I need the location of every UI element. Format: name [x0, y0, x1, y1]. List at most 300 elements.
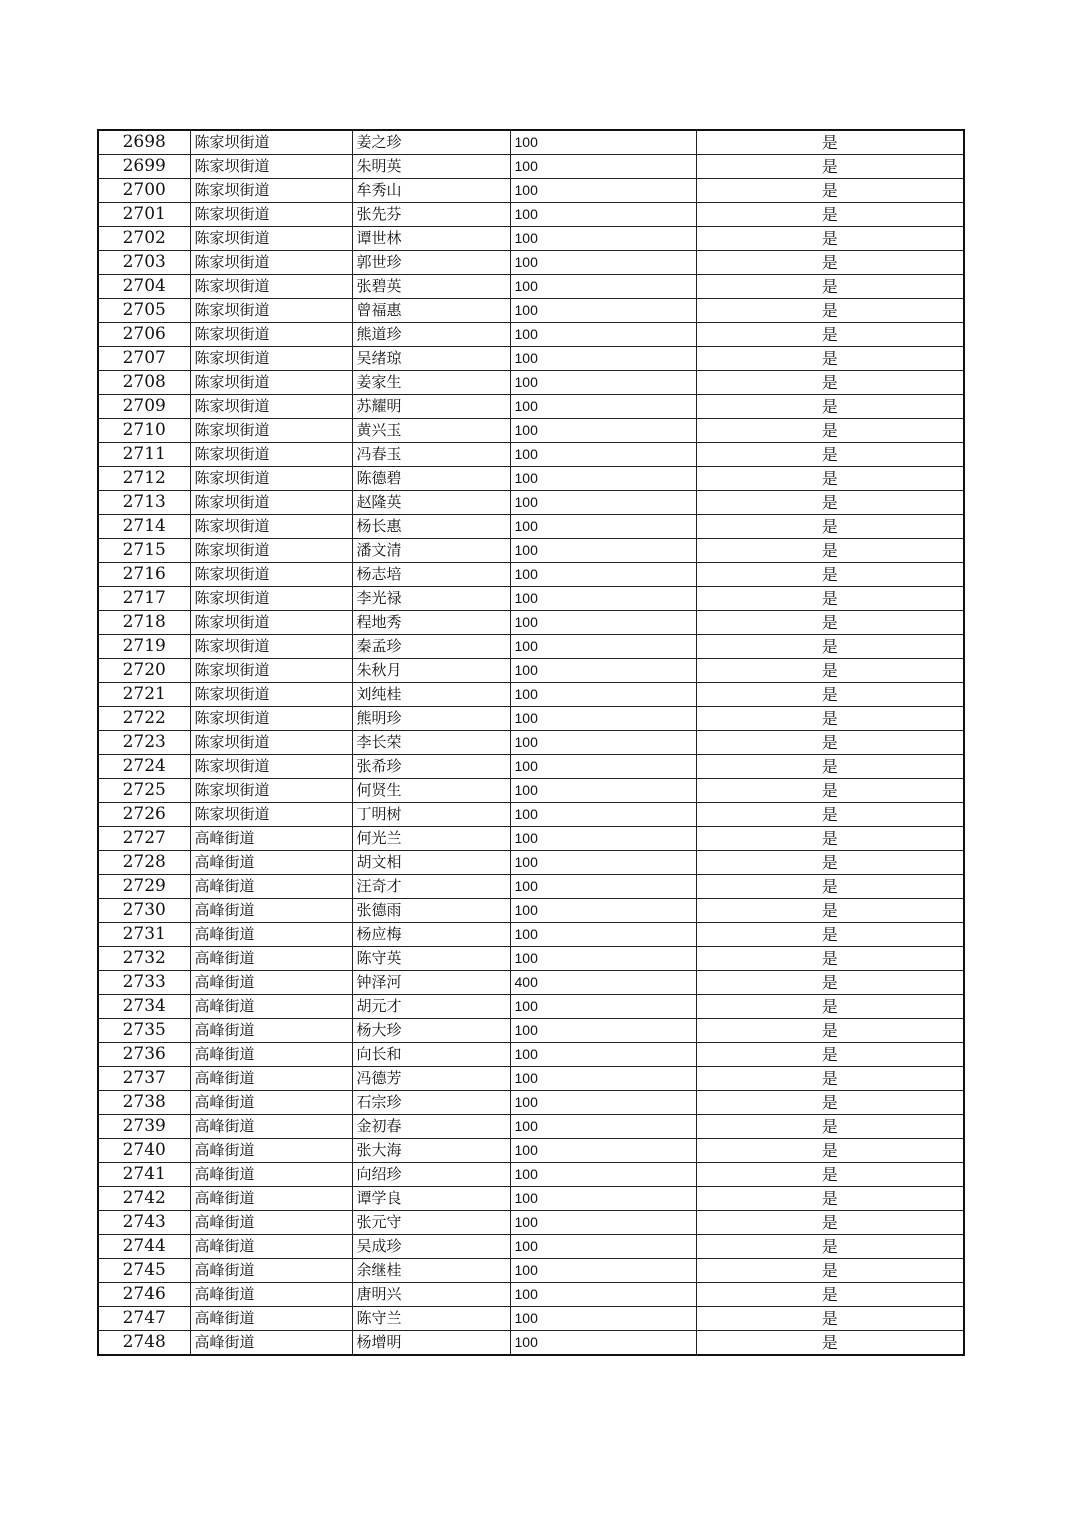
table-row — [98, 395, 964, 419]
area-cell: 陈家坝街道 — [190, 491, 352, 515]
amount-cell: 100 — [510, 1163, 696, 1187]
table-row — [98, 130, 964, 155]
flag-cell: 是 — [696, 419, 964, 443]
table-row — [98, 611, 964, 635]
flag-cell: 是 — [696, 1235, 964, 1259]
row-index-cell: 2736 — [98, 1043, 190, 1067]
flag-cell: 是 — [696, 1211, 964, 1235]
amount-cell: 100 — [510, 467, 696, 491]
flag-cell: 是 — [696, 899, 964, 923]
flag-cell: 是 — [696, 947, 964, 971]
flag-cell: 是 — [696, 803, 964, 827]
flag-cell: 是 — [696, 659, 964, 683]
amount-cell: 100 — [510, 130, 696, 155]
amount-cell: 100 — [510, 1043, 696, 1067]
name-cell: 朱秋月 — [352, 659, 510, 683]
area-cell: 陈家坝街道 — [190, 683, 352, 707]
flag-cell: 是 — [696, 1331, 964, 1356]
row-index-cell: 2724 — [98, 755, 190, 779]
area-cell: 高峰街道 — [190, 899, 352, 923]
name-cell: 谭学良 — [352, 1187, 510, 1211]
name-cell: 余继桂 — [352, 1259, 510, 1283]
name-cell: 姜家生 — [352, 371, 510, 395]
table-row — [98, 851, 964, 875]
name-cell: 李光禄 — [352, 587, 510, 611]
name-cell: 冯春玉 — [352, 443, 510, 467]
row-index-cell: 2739 — [98, 1115, 190, 1139]
amount-cell: 100 — [510, 1139, 696, 1163]
area-cell: 高峰街道 — [190, 947, 352, 971]
table-row — [98, 467, 964, 491]
flag-cell: 是 — [696, 995, 964, 1019]
table-row — [98, 491, 964, 515]
name-cell: 陈守英 — [352, 947, 510, 971]
flag-cell: 是 — [696, 251, 964, 275]
table-row — [98, 323, 964, 347]
row-index-cell: 2721 — [98, 683, 190, 707]
name-cell: 陈守兰 — [352, 1307, 510, 1331]
flag-cell: 是 — [696, 1139, 964, 1163]
table-row — [98, 683, 964, 707]
amount-cell: 100 — [510, 947, 696, 971]
area-cell: 高峰街道 — [190, 875, 352, 899]
row-index-cell: 2743 — [98, 1211, 190, 1235]
flag-cell: 是 — [696, 587, 964, 611]
table-row — [98, 227, 964, 251]
flag-cell: 是 — [696, 707, 964, 731]
flag-cell: 是 — [696, 179, 964, 203]
row-index-cell: 2744 — [98, 1235, 190, 1259]
row-index-cell: 2716 — [98, 563, 190, 587]
name-cell: 何光兰 — [352, 827, 510, 851]
flag-cell: 是 — [696, 851, 964, 875]
table-row — [98, 1331, 964, 1356]
amount-cell: 100 — [510, 275, 696, 299]
area-cell: 高峰街道 — [190, 851, 352, 875]
row-index-cell: 2733 — [98, 971, 190, 995]
table-row — [98, 1091, 964, 1115]
flag-cell: 是 — [696, 611, 964, 635]
name-cell: 汪奇才 — [352, 875, 510, 899]
area-cell: 陈家坝街道 — [190, 659, 352, 683]
row-index-cell: 2711 — [98, 443, 190, 467]
row-index-cell: 2717 — [98, 587, 190, 611]
amount-cell: 100 — [510, 827, 696, 851]
amount-cell: 100 — [510, 731, 696, 755]
row-index-cell: 2718 — [98, 611, 190, 635]
flag-cell: 是 — [696, 203, 964, 227]
flag-cell: 是 — [696, 779, 964, 803]
row-index-cell: 2699 — [98, 155, 190, 179]
table-row — [98, 755, 964, 779]
table-row — [98, 299, 964, 323]
name-cell: 熊道珍 — [352, 323, 510, 347]
flag-cell: 是 — [696, 1115, 964, 1139]
name-cell: 郭世珍 — [352, 251, 510, 275]
flag-cell: 是 — [696, 923, 964, 947]
table-row — [98, 1211, 964, 1235]
area-cell: 陈家坝街道 — [190, 323, 352, 347]
area-cell: 陈家坝街道 — [190, 731, 352, 755]
name-cell: 曾福惠 — [352, 299, 510, 323]
table-row — [98, 731, 964, 755]
name-cell: 张希珍 — [352, 755, 510, 779]
area-cell: 高峰街道 — [190, 1019, 352, 1043]
amount-cell: 100 — [510, 251, 696, 275]
amount-cell: 100 — [510, 1211, 696, 1235]
area-cell: 陈家坝街道 — [190, 179, 352, 203]
row-index-cell: 2706 — [98, 323, 190, 347]
area-cell: 陈家坝街道 — [190, 395, 352, 419]
amount-cell: 100 — [510, 1259, 696, 1283]
area-cell: 陈家坝街道 — [190, 707, 352, 731]
area-cell: 陈家坝街道 — [190, 515, 352, 539]
amount-cell: 100 — [510, 1331, 696, 1356]
name-cell: 杨志培 — [352, 563, 510, 587]
table-row — [98, 515, 964, 539]
row-index-cell: 2738 — [98, 1091, 190, 1115]
table-row — [98, 347, 964, 371]
row-index-cell: 2746 — [98, 1283, 190, 1307]
flag-cell: 是 — [696, 323, 964, 347]
row-index-cell: 2709 — [98, 395, 190, 419]
table-row — [98, 1067, 964, 1091]
table-row — [98, 1139, 964, 1163]
name-cell: 吴成珍 — [352, 1235, 510, 1259]
flag-cell: 是 — [696, 1067, 964, 1091]
name-cell: 苏耀明 — [352, 395, 510, 419]
amount-cell: 100 — [510, 491, 696, 515]
amount-cell: 100 — [510, 707, 696, 731]
area-cell: 高峰街道 — [190, 1115, 352, 1139]
name-cell: 熊明珍 — [352, 707, 510, 731]
amount-cell: 100 — [510, 875, 696, 899]
name-cell: 石宗珍 — [352, 1091, 510, 1115]
amount-cell: 100 — [510, 683, 696, 707]
row-index-cell: 2714 — [98, 515, 190, 539]
table-row — [98, 1043, 964, 1067]
row-index-cell: 2700 — [98, 179, 190, 203]
row-index-cell: 2698 — [98, 130, 190, 155]
amount-cell: 100 — [510, 803, 696, 827]
row-index-cell: 2728 — [98, 851, 190, 875]
row-index-cell: 2701 — [98, 203, 190, 227]
row-index-cell: 2740 — [98, 1139, 190, 1163]
row-index-cell: 2726 — [98, 803, 190, 827]
table-row — [98, 971, 964, 995]
amount-cell: 100 — [510, 395, 696, 419]
area-cell: 陈家坝街道 — [190, 755, 352, 779]
flag-cell: 是 — [696, 347, 964, 371]
name-cell: 张碧英 — [352, 275, 510, 299]
name-cell: 朱明英 — [352, 155, 510, 179]
area-cell: 高峰街道 — [190, 1091, 352, 1115]
name-cell: 张元守 — [352, 1211, 510, 1235]
area-cell: 高峰街道 — [190, 1211, 352, 1235]
table-row — [98, 371, 964, 395]
row-index-cell: 2730 — [98, 899, 190, 923]
area-cell: 陈家坝街道 — [190, 347, 352, 371]
amount-cell: 100 — [510, 1115, 696, 1139]
amount-cell: 100 — [510, 1091, 696, 1115]
row-index-cell: 2710 — [98, 419, 190, 443]
flag-cell: 是 — [696, 875, 964, 899]
name-cell: 黄兴玉 — [352, 419, 510, 443]
flag-cell: 是 — [696, 491, 964, 515]
row-index-cell: 2705 — [98, 299, 190, 323]
row-index-cell: 2713 — [98, 491, 190, 515]
amount-cell: 100 — [510, 923, 696, 947]
flag-cell: 是 — [696, 1019, 964, 1043]
name-cell: 杨增明 — [352, 1331, 510, 1356]
amount-cell: 100 — [510, 323, 696, 347]
flag-cell: 是 — [696, 155, 964, 179]
table-row — [98, 899, 964, 923]
area-cell: 陈家坝街道 — [190, 467, 352, 491]
table-row — [98, 1235, 964, 1259]
row-index-cell: 2712 — [98, 467, 190, 491]
area-cell: 高峰街道 — [190, 971, 352, 995]
area-cell: 陈家坝街道 — [190, 443, 352, 467]
name-cell: 姜之珍 — [352, 130, 510, 155]
amount-cell: 100 — [510, 851, 696, 875]
table-row — [98, 563, 964, 587]
amount-cell: 100 — [510, 635, 696, 659]
area-cell: 高峰街道 — [190, 1307, 352, 1331]
row-index-cell: 2719 — [98, 635, 190, 659]
table-row — [98, 539, 964, 563]
name-cell: 杨应梅 — [352, 923, 510, 947]
flag-cell: 是 — [696, 1187, 964, 1211]
amount-cell: 100 — [510, 443, 696, 467]
table-row — [98, 251, 964, 275]
row-index-cell: 2732 — [98, 947, 190, 971]
amount-cell: 100 — [510, 611, 696, 635]
amount-cell: 100 — [510, 227, 696, 251]
name-cell: 胡文相 — [352, 851, 510, 875]
row-index-cell: 2703 — [98, 251, 190, 275]
name-cell: 张先芬 — [352, 203, 510, 227]
flag-cell: 是 — [696, 1043, 964, 1067]
amount-cell: 100 — [510, 779, 696, 803]
flag-cell: 是 — [696, 275, 964, 299]
row-index-cell: 2729 — [98, 875, 190, 899]
row-index-cell: 2702 — [98, 227, 190, 251]
row-index-cell: 2723 — [98, 731, 190, 755]
flag-cell: 是 — [696, 371, 964, 395]
area-cell: 高峰街道 — [190, 1067, 352, 1091]
row-index-cell: 2715 — [98, 539, 190, 563]
flag-cell: 是 — [696, 827, 964, 851]
flag-cell: 是 — [696, 299, 964, 323]
area-cell: 高峰街道 — [190, 1139, 352, 1163]
name-cell: 秦孟珍 — [352, 635, 510, 659]
row-index-cell: 2704 — [98, 275, 190, 299]
row-index-cell: 2720 — [98, 659, 190, 683]
area-cell: 高峰街道 — [190, 1187, 352, 1211]
area-cell: 陈家坝街道 — [190, 611, 352, 635]
flag-cell: 是 — [696, 563, 964, 587]
table-row — [98, 419, 964, 443]
table-row — [98, 1019, 964, 1043]
amount-cell: 100 — [510, 899, 696, 923]
table-row — [98, 923, 964, 947]
amount-cell: 100 — [510, 1019, 696, 1043]
table-row — [98, 1163, 964, 1187]
area-cell: 高峰街道 — [190, 1163, 352, 1187]
area-cell: 陈家坝街道 — [190, 203, 352, 227]
name-cell: 向绍珍 — [352, 1163, 510, 1187]
table-row — [98, 995, 964, 1019]
name-cell: 牟秀山 — [352, 179, 510, 203]
table-row — [98, 803, 964, 827]
row-index-cell: 2731 — [98, 923, 190, 947]
row-index-cell: 2725 — [98, 779, 190, 803]
roster-table — [97, 129, 965, 1356]
table-row — [98, 779, 964, 803]
name-cell: 张德雨 — [352, 899, 510, 923]
flag-cell: 是 — [696, 1163, 964, 1187]
flag-cell: 是 — [696, 755, 964, 779]
area-cell: 陈家坝街道 — [190, 779, 352, 803]
table-row — [98, 179, 964, 203]
table-row — [98, 635, 964, 659]
row-index-cell: 2742 — [98, 1187, 190, 1211]
amount-cell: 100 — [510, 371, 696, 395]
row-index-cell: 2707 — [98, 347, 190, 371]
name-cell: 潘文清 — [352, 539, 510, 563]
area-cell: 陈家坝街道 — [190, 275, 352, 299]
table-row — [98, 155, 964, 179]
row-index-cell: 2734 — [98, 995, 190, 1019]
area-cell: 陈家坝街道 — [190, 371, 352, 395]
table-row — [98, 1187, 964, 1211]
name-cell: 陈德碧 — [352, 467, 510, 491]
flag-cell: 是 — [696, 683, 964, 707]
area-cell: 陈家坝街道 — [190, 803, 352, 827]
table-row — [98, 1307, 964, 1331]
amount-cell: 100 — [510, 179, 696, 203]
amount-cell: 100 — [510, 539, 696, 563]
flag-cell: 是 — [696, 635, 964, 659]
table-row — [98, 1259, 964, 1283]
area-cell: 高峰街道 — [190, 1259, 352, 1283]
row-index-cell: 2708 — [98, 371, 190, 395]
amount-cell: 100 — [510, 563, 696, 587]
area-cell: 陈家坝街道 — [190, 587, 352, 611]
area-cell: 高峰街道 — [190, 995, 352, 1019]
area-cell: 陈家坝街道 — [190, 155, 352, 179]
area-cell: 陈家坝街道 — [190, 563, 352, 587]
amount-cell: 100 — [510, 347, 696, 371]
name-cell: 唐明兴 — [352, 1283, 510, 1307]
table-row — [98, 275, 964, 299]
name-cell: 金初春 — [352, 1115, 510, 1139]
name-cell: 钟泽河 — [352, 971, 510, 995]
amount-cell: 100 — [510, 587, 696, 611]
table-row — [98, 587, 964, 611]
flag-cell: 是 — [696, 515, 964, 539]
name-cell: 杨长惠 — [352, 515, 510, 539]
amount-cell: 100 — [510, 995, 696, 1019]
area-cell: 高峰街道 — [190, 1235, 352, 1259]
table-row — [98, 947, 964, 971]
table-row — [98, 707, 964, 731]
flag-cell: 是 — [696, 731, 964, 755]
table-row — [98, 827, 964, 851]
area-cell: 陈家坝街道 — [190, 251, 352, 275]
area-cell: 高峰街道 — [190, 1331, 352, 1356]
table-row — [98, 875, 964, 899]
name-cell: 向长和 — [352, 1043, 510, 1067]
name-cell: 谭世林 — [352, 227, 510, 251]
area-cell: 陈家坝街道 — [190, 130, 352, 155]
amount-cell: 100 — [510, 1187, 696, 1211]
name-cell: 程地秀 — [352, 611, 510, 635]
name-cell: 何贤生 — [352, 779, 510, 803]
name-cell: 冯德芳 — [352, 1067, 510, 1091]
flag-cell: 是 — [696, 395, 964, 419]
table-row — [98, 203, 964, 227]
flag-cell: 是 — [696, 1091, 964, 1115]
table-row — [98, 443, 964, 467]
row-index-cell: 2748 — [98, 1331, 190, 1356]
area-cell: 高峰街道 — [190, 1043, 352, 1067]
table-row — [98, 1283, 964, 1307]
amount-cell: 100 — [510, 755, 696, 779]
flag-cell: 是 — [696, 539, 964, 563]
row-index-cell: 2722 — [98, 707, 190, 731]
amount-cell: 400 — [510, 971, 696, 995]
name-cell: 吴绪琼 — [352, 347, 510, 371]
amount-cell: 100 — [510, 1067, 696, 1091]
amount-cell: 100 — [510, 1307, 696, 1331]
amount-cell: 100 — [510, 203, 696, 227]
row-index-cell: 2737 — [98, 1067, 190, 1091]
flag-cell: 是 — [696, 227, 964, 251]
area-cell: 陈家坝街道 — [190, 419, 352, 443]
area-cell: 陈家坝街道 — [190, 635, 352, 659]
row-index-cell: 2747 — [98, 1307, 190, 1331]
amount-cell: 100 — [510, 515, 696, 539]
row-index-cell: 2745 — [98, 1259, 190, 1283]
row-index-cell: 2741 — [98, 1163, 190, 1187]
amount-cell: 100 — [510, 1235, 696, 1259]
amount-cell: 100 — [510, 659, 696, 683]
area-cell: 高峰街道 — [190, 1283, 352, 1307]
area-cell: 高峰街道 — [190, 827, 352, 851]
amount-cell: 100 — [510, 419, 696, 443]
table-row — [98, 659, 964, 683]
name-cell: 杨大珍 — [352, 1019, 510, 1043]
flag-cell: 是 — [696, 443, 964, 467]
amount-cell: 100 — [510, 1283, 696, 1307]
flag-cell: 是 — [696, 1259, 964, 1283]
flag-cell: 是 — [696, 1307, 964, 1331]
name-cell: 张大海 — [352, 1139, 510, 1163]
area-cell: 高峰街道 — [190, 923, 352, 947]
area-cell: 陈家坝街道 — [190, 299, 352, 323]
amount-cell: 100 — [510, 155, 696, 179]
name-cell: 丁明树 — [352, 803, 510, 827]
name-cell: 刘纯桂 — [352, 683, 510, 707]
name-cell: 胡元才 — [352, 995, 510, 1019]
row-index-cell: 2735 — [98, 1019, 190, 1043]
table-row — [98, 1115, 964, 1139]
amount-cell: 100 — [510, 299, 696, 323]
name-cell: 赵隆英 — [352, 491, 510, 515]
flag-cell: 是 — [696, 971, 964, 995]
